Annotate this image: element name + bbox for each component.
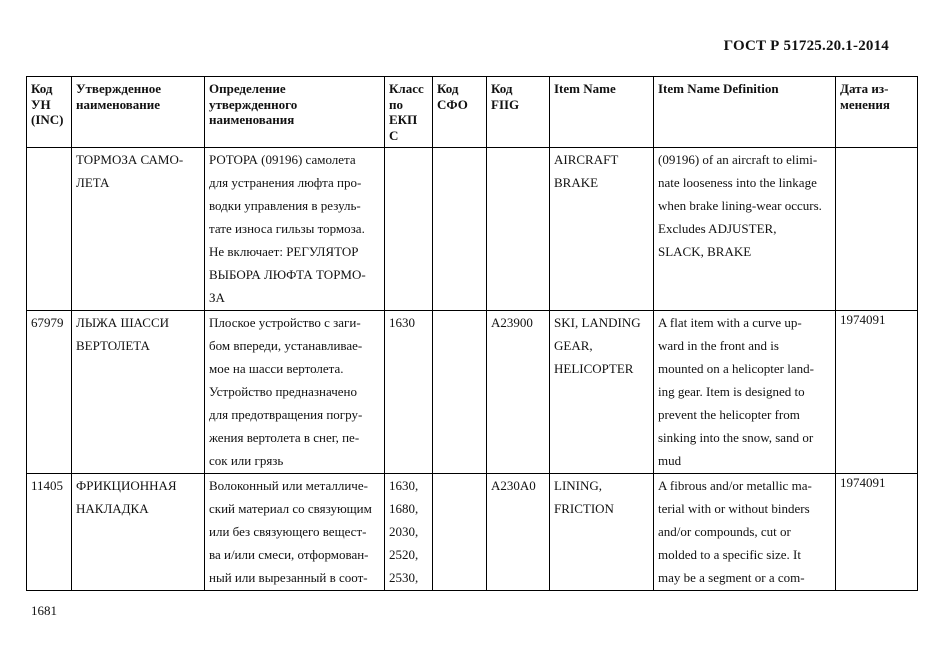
table-row [27, 311, 918, 474]
header-definition: Определение утвержденного наименования [205, 77, 385, 148]
cell-fiig-code [487, 148, 550, 311]
header-change-date: Дата из- менения [836, 77, 918, 148]
header-item-name-definition: Item Name Definition [654, 77, 836, 148]
cell-change-date: 1974091 [836, 474, 918, 591]
cell-definition: Плоское устройство с заги- бом впереди, устанавливае- мое на шасси вертолета. Устройство предназначено для предотвращения погру- жения вертолета в снег, пе- сок или грязь [205, 311, 385, 474]
cell-code: 67979 [27, 311, 72, 474]
table-row [27, 148, 918, 311]
cell-sfo-code [433, 311, 487, 474]
cell-item-name-definition: A flat item with a curve up- ward in the front and is mounted on a helicopter land- ing gear. Item is designed to prevent the helicopter from sinking into the snow, sand or mud [654, 311, 836, 474]
cell-ekp-class: 1630, 1680, 2030, 2520, 2530, [385, 474, 433, 591]
cell-fiig-code: A23900 [487, 311, 550, 474]
header-sfo-code: Код СФО [433, 77, 487, 148]
cell-change-date: 1974091 [836, 311, 918, 474]
cell-item-name-definition: A fibrous and/or metallic ma- terial with or without binders and/or compounds, cut or molded to a specific size. It may be a segment or a com- [654, 474, 836, 591]
document-standard-number: ГОСТ Р 51725.20.1-2014 [723, 38, 889, 54]
specification-table [26, 76, 918, 591]
cell-fiig-code: A230A0 [487, 474, 550, 591]
cell-item-name: AIRCRAFT BRAKE [550, 148, 654, 311]
cell-ekp-class: 1630 [385, 311, 433, 474]
cell-approved-name: ФРИКЦИОННАЯ НАКЛАДКА [72, 474, 205, 591]
cell-sfo-code [433, 148, 487, 311]
table-header-row [27, 77, 918, 148]
cell-code: 11405 [27, 474, 72, 591]
cell-approved-name: ЛЫЖА ШАССИ ВЕРТОЛЕТА [72, 311, 205, 474]
cell-definition: Волоконный или металличе- ский материал со связующим или без связующего вещест- ва и/или смеси, отформован- ный или вырезанный в соот- [205, 474, 385, 591]
header-item-name: Item Name [550, 77, 654, 148]
header-approved-name: Утвержденное наименование [72, 77, 205, 148]
cell-ekp-class [385, 148, 433, 311]
header-ekp-class: Класс по ЕКП С [385, 77, 433, 148]
cell-item-name: LINING, FRICTION [550, 474, 654, 591]
cell-approved-name: ТОРМОЗА САМО- ЛЕТА [72, 148, 205, 311]
header-code-un: Код УН (INC) [27, 77, 72, 148]
table-row [27, 474, 918, 591]
header-fiig-code: Код FIIG [487, 77, 550, 148]
page-number: 1681 [31, 603, 57, 618]
cell-change-date [836, 148, 918, 311]
cell-definition: РОТОРА (09196) самолета для устранения люфта про- водки управления в резуль- тате износа гильзы тормоза. Не включает: РЕГУЛЯТОР ВЫБОРА ЛЮФТА ТОРМО- ЗА [205, 148, 385, 311]
cell-code [27, 148, 72, 311]
cell-item-name-definition: (09196) of an aircraft to elimi- nate looseness into the linkage when brake lining-wear occurs. Excludes ADJUSTER, SLACK, BRAKE [654, 148, 836, 311]
cell-item-name: SKI, LANDING GEAR, HELICOPTER [550, 311, 654, 474]
cell-sfo-code [433, 474, 487, 591]
